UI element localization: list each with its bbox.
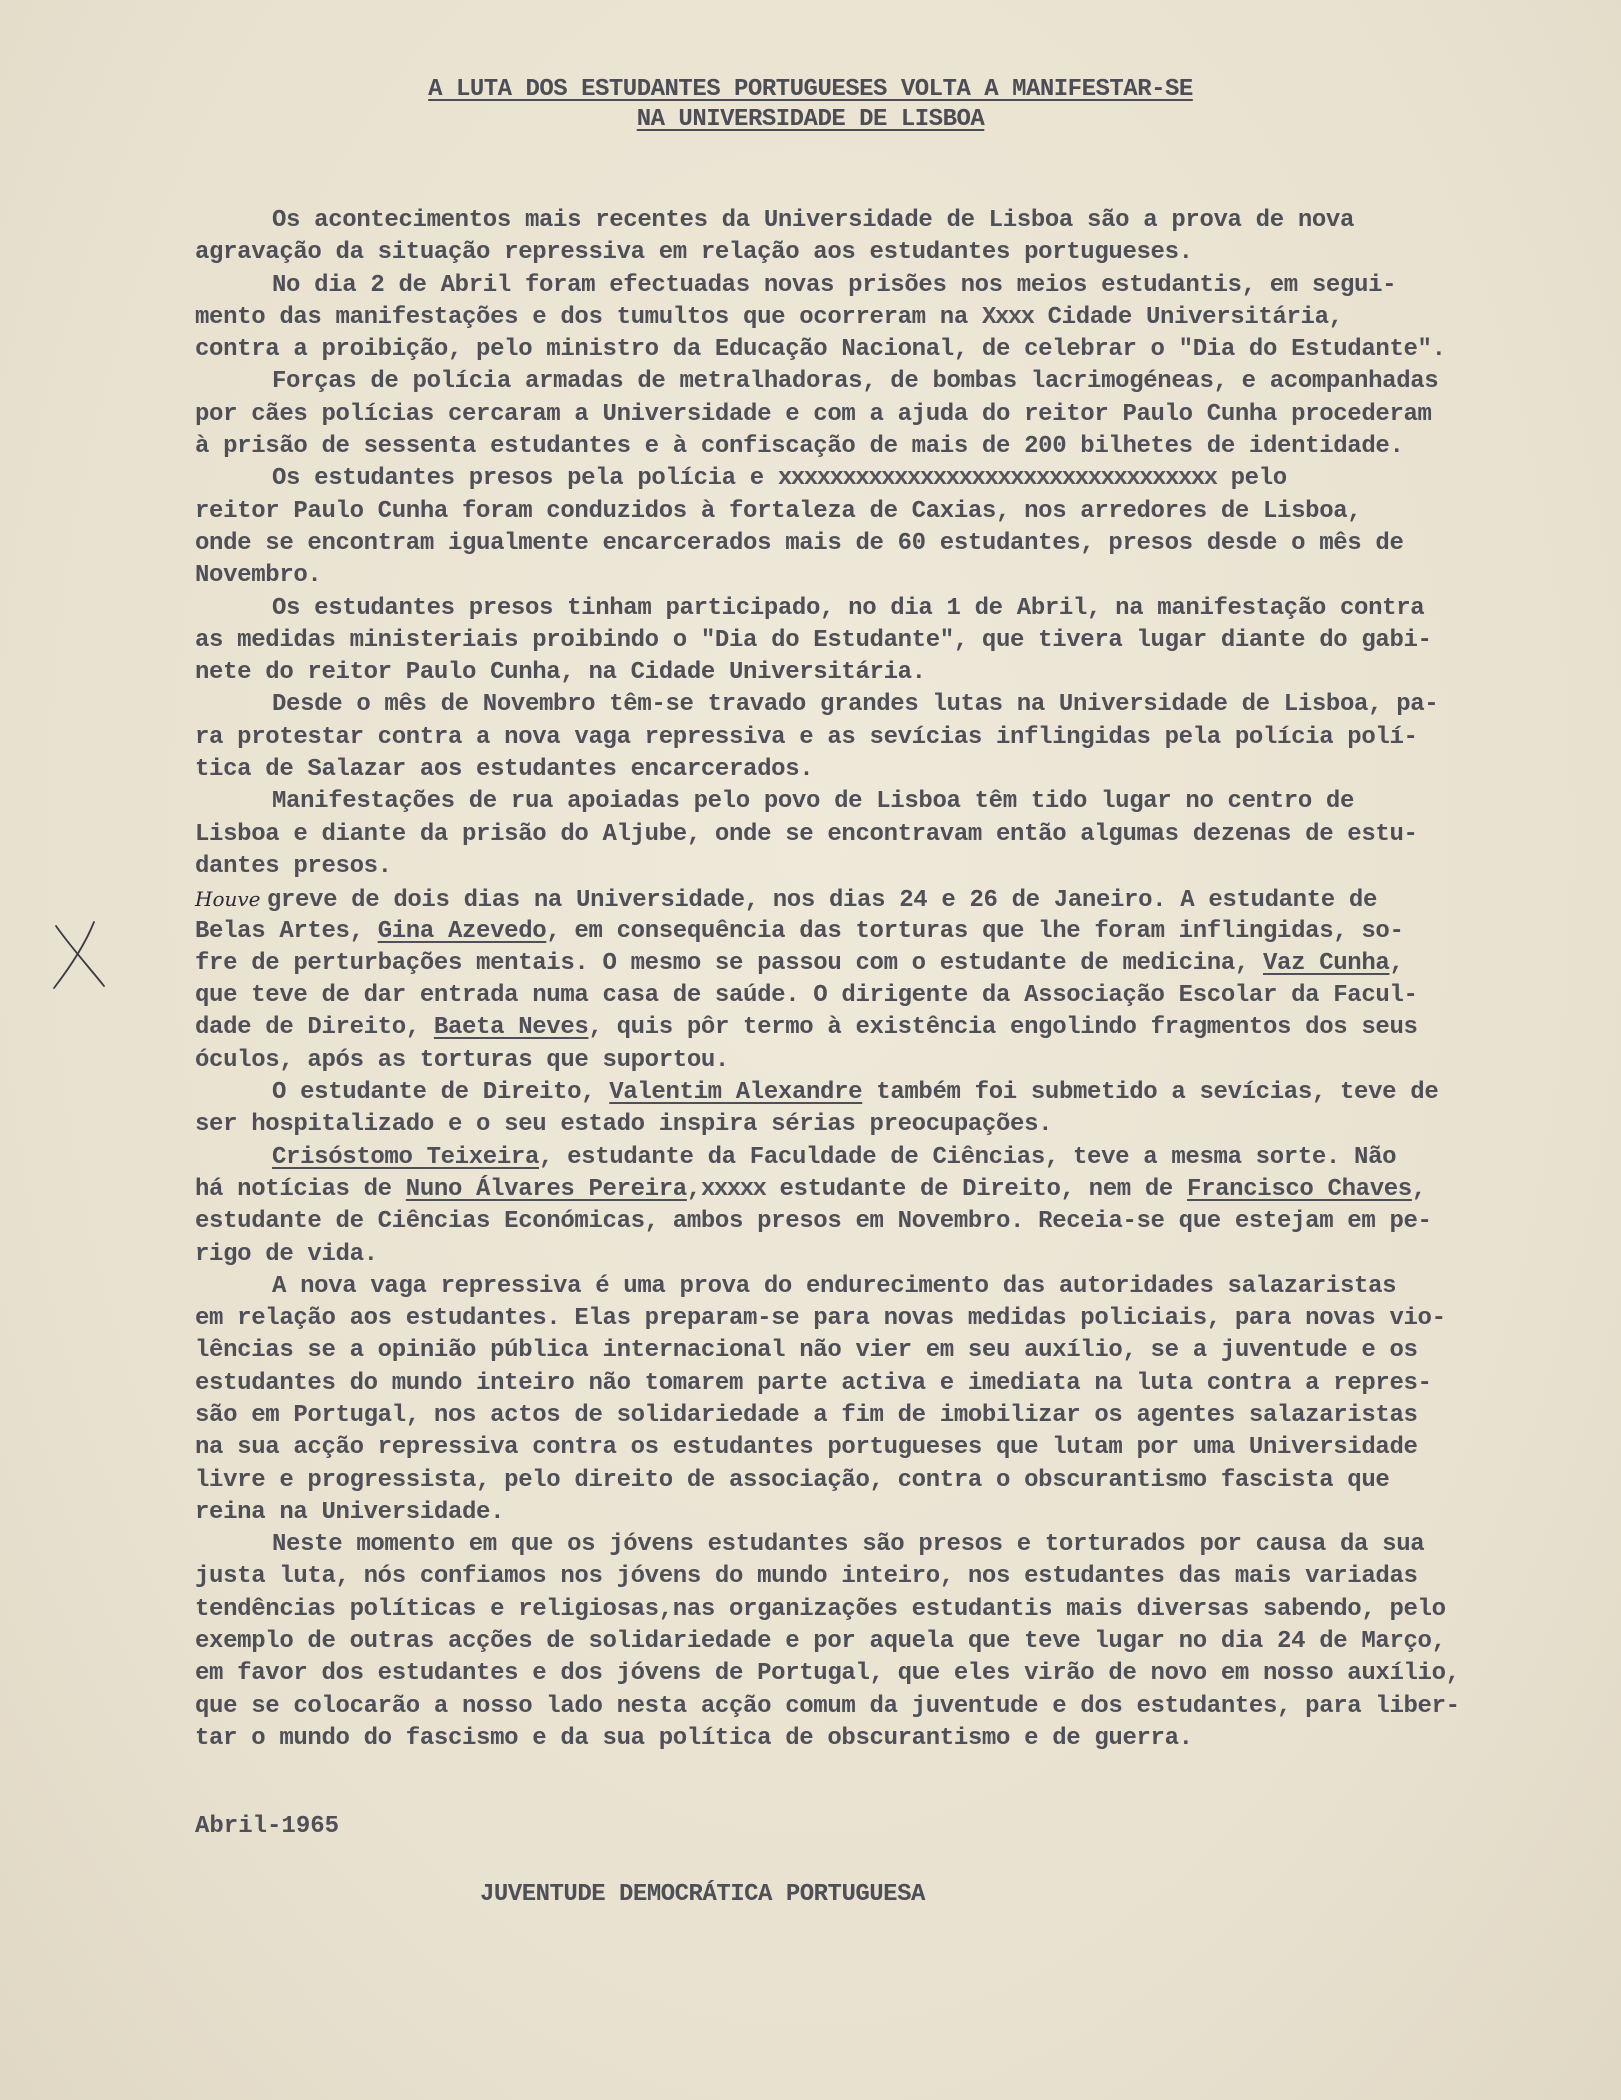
text-line [195,366,1595,398]
line-text: Neste momento em que os jóvens estudantes são presos e torturados por causa da sua [272,1531,1425,1559]
line-text: justa luta, nós confiamos nos jóvens do mundo inteiro, nos estudantes das mais variadas [195,1563,1418,1591]
line-text: também foi submetido a sevícias, teve de [862,1079,1439,1107]
text-line [195,1465,1595,1497]
underlined-name: Crisóstomo Teixeira [272,1143,539,1171]
struck-out-text: Xxxx [981,303,1034,331]
line-text: há notícias de [195,1175,406,1203]
text-line [195,1142,1595,1174]
line-text: Cidade Universitária, [1033,303,1343,331]
text-line [195,1723,1595,1755]
underlined-name: Vaz Cunha [1262,949,1390,977]
text-line [195,496,1595,528]
text-line [195,948,1595,980]
line-text: O estudante de Direito, [272,1079,610,1107]
text-line [195,463,1595,495]
line-text: Belas Artes, [195,917,378,945]
line-text: dantes presos. [195,852,392,880]
line-text: reina na Universidade. [195,1498,505,1526]
line-text: , [1389,949,1404,977]
line-text: que teve de dar entrada numa casa de saúde. O dirigente da Associação Escolar da Facul- [195,982,1418,1010]
line-text: estudantes do mundo inteiro não tomarem parte activa e imediata na luta contra a repres- [195,1369,1432,1397]
text-line [195,819,1595,851]
text-line [195,1109,1595,1141]
line-text: exemplo de outras acções de solidariedade e por aquela que teve lugar no dia 24 de Março, [195,1628,1446,1656]
text-line [195,528,1595,560]
text-line [195,1239,1595,1271]
text-line [195,625,1595,657]
line-text: greve de dois dias na Universidade, nos dias 24 e 26 de Janeiro. A estudante de [266,887,1377,915]
title-line-2: NA UNIVERSIDADE DE LISBOA [636,106,985,133]
line-text: Manifestações de rua apoiadas pelo povo de Lisboa têm tido lugar no centro de [272,788,1355,816]
text-line [195,1271,1595,1303]
line-text: contra a proibição, pelo ministro da Educação Nacional, de celebrar o "Dia do Estudante". [195,336,1446,364]
document-date: Abril-1965 [195,1813,340,1840]
line-text: Os estudantes presos pela polícia e [272,465,778,493]
text-line [195,1077,1595,1109]
text-line [195,302,1595,334]
text-line [195,431,1595,463]
line-text: que se colocarão a nosso lado nesta acção comum da juventude e dos estudantes, para liber- [195,1692,1460,1720]
text-line [195,657,1595,689]
line-text: Forças de polícia armadas de metralhadoras, de bombas lacrimogéneas, e acompanhadas [272,368,1439,396]
text-line [195,1174,1595,1206]
line-text: nete do reitor Paulo Cunha, na Cidade Universitária. [195,659,926,687]
line-text: livre e progressista, pelo direito de associação, contra o obscurantismo fascista que [195,1466,1390,1494]
line-text: lências se a opinião pública internacional não vier em seu auxílio, se a juventude e os [195,1337,1418,1365]
text-line [195,851,1595,883]
text-line [195,560,1595,592]
text-line [195,334,1595,366]
underlined-name: Valentim Alexandre [609,1079,863,1107]
document-signature: JUVENTUDE DEMOCRÁTICA PORTUGUESA [480,1881,925,1908]
text-line [195,1400,1595,1432]
underlined-name: Baeta Neves [433,1014,589,1042]
document-body [195,205,1595,1755]
underlined-name: Gina Azevedo [377,917,547,945]
text-line [195,1497,1595,1529]
line-text: em favor dos estudantes e dos jóvens de Portugal, que eles virão de novo em nosso auxílio, [195,1660,1460,1688]
text-line [195,1594,1595,1626]
text-line [195,786,1595,818]
text-line [195,916,1595,948]
line-text: pelo [1216,465,1287,493]
line-text: estudante de Direito, nem de [765,1175,1188,1203]
line-text: Lisboa e diante da prisão do Aljube, onde se encontravam então algumas dezenas de estu- [195,820,1418,848]
line-text: Os estudantes presos tinham participado, no dia 1 de Abril, na manifestação contra [272,594,1425,622]
text-line [195,1368,1595,1400]
line-text: óculos, após as torturas que suportou. [195,1046,729,1074]
line-text: por cães polícias cercaram a Universidade e com a ajuda do reitor Paulo Cunha procederam [195,400,1432,428]
handwritten-x-mark [50,918,110,990]
line-text: A nova vaga repressiva é uma prova do endurecimento das autoridades salazaristas [272,1272,1397,1300]
line-text: à prisão de sessenta estudantes e à confiscação de mais de 200 bilhetes de identidade. [195,433,1404,461]
text-line [195,883,1595,915]
line-text: onde se encontram igualmente encarcerados mais de 60 estudantes, presos desde o mês de [195,529,1404,557]
handwritten-annotation: Houve [195,887,267,912]
line-text: ser hospitalizado e o seu estado inspira sérias preocupações. [195,1111,1053,1139]
line-text: Os acontecimentos mais recentes da Universidade de Lisboa são a prova de nova [272,207,1355,234]
struck-out-text: xxxxxxxxxxxxxxxxxxxxxxxxxxxxxxxxxx [777,465,1217,493]
text-line [195,1658,1595,1690]
text-line [195,722,1595,754]
text-line [195,1561,1595,1593]
line-text: Desde o mês de Novembro têm-se travado grandes lutas na Universidade de Lisboa, pa- [272,691,1439,719]
text-line [195,754,1595,786]
line-text: , em consequência das torturas que lhe foram inflingidas, so- [546,917,1404,945]
line-text: agravação da situação repressiva em relação aos estudantes portugueses. [195,239,1193,267]
title-line-1: A LUTA DOS ESTUDANTES PORTUGUESES VOLTA A MANIFESTAR-SE [428,76,1193,103]
text-line [195,1626,1595,1658]
line-text: ra protestar contra a nova vaga repressiva e as sevícias inflingidas pela polícia polí- [195,723,1418,751]
line-text: são em Portugal, nos actos de solidariedade a fim de imobilizar os agentes salazaristas [195,1401,1418,1429]
line-text: as medidas ministeriais proibindo o "Dia do Estudante", que tivera lugar diante do gabi- [195,626,1432,654]
line-text: tendências políticas e religiosas,nas organizações estudantis mais diversas sabendo, pelo [195,1595,1446,1623]
line-text: na sua acção repressiva contra os estudantes portugueses que lutam por uma Universidade [195,1434,1418,1462]
underlined-name: Nuno Álvares Pereira [405,1175,687,1203]
line-text: rigo de vida. [195,1240,378,1268]
text-line [195,237,1595,269]
text-line [195,593,1595,625]
text-line [195,205,1595,237]
text-line [195,1303,1595,1335]
line-text: , estudante da Faculdade de Ciências, teve a mesma sorte. Não [539,1143,1397,1171]
line-text: , [686,1175,701,1203]
text-line [195,1529,1595,1561]
line-text: em relação aos estudantes. Elas preparam-se para novas medidas policiais, para novas vio- [195,1305,1446,1333]
text-line [195,399,1595,431]
line-text: No dia 2 de Abril foram efectuadas novas prisões nos meios estudantis, em segui- [272,271,1397,299]
line-text: Novembro. [195,562,322,590]
line-text: tica de Salazar aos estudantes encarcerados. [195,756,814,784]
line-text: , [1411,1175,1426,1203]
line-text: estudante de Ciências Económicas, ambos presos em Novembro. Receia-se que estejam em pe- [195,1208,1432,1236]
line-text: reitor Paulo Cunha foram conduzidos à fortaleza de Caxias, nos arredores de Lisboa, [195,497,1362,525]
line-text: tar o mundo do fascismo e da sua política de obscurantismo e de guerra. [195,1724,1193,1752]
text-line [195,1012,1595,1044]
line-text: dade de Direito, [195,1014,434,1042]
text-line [195,689,1595,721]
text-line [195,1335,1595,1367]
line-text: fre de perturbações mentais. O mesmo se passou com o estudante de medicina, [195,949,1263,977]
line-text: mento das manifestações e dos tumultos que ocorreram na [195,303,982,331]
struck-out-text: xxxxx [700,1175,766,1203]
text-line [195,270,1595,302]
text-line [195,1691,1595,1723]
text-line [195,1432,1595,1464]
text-line [195,1045,1595,1077]
text-line [195,980,1595,1012]
line-text: , quis pôr termo à existência engolindo fragmentos dos seus [588,1014,1418,1042]
text-line [195,1206,1595,1238]
underlined-name: Francisco Chaves [1187,1175,1412,1203]
